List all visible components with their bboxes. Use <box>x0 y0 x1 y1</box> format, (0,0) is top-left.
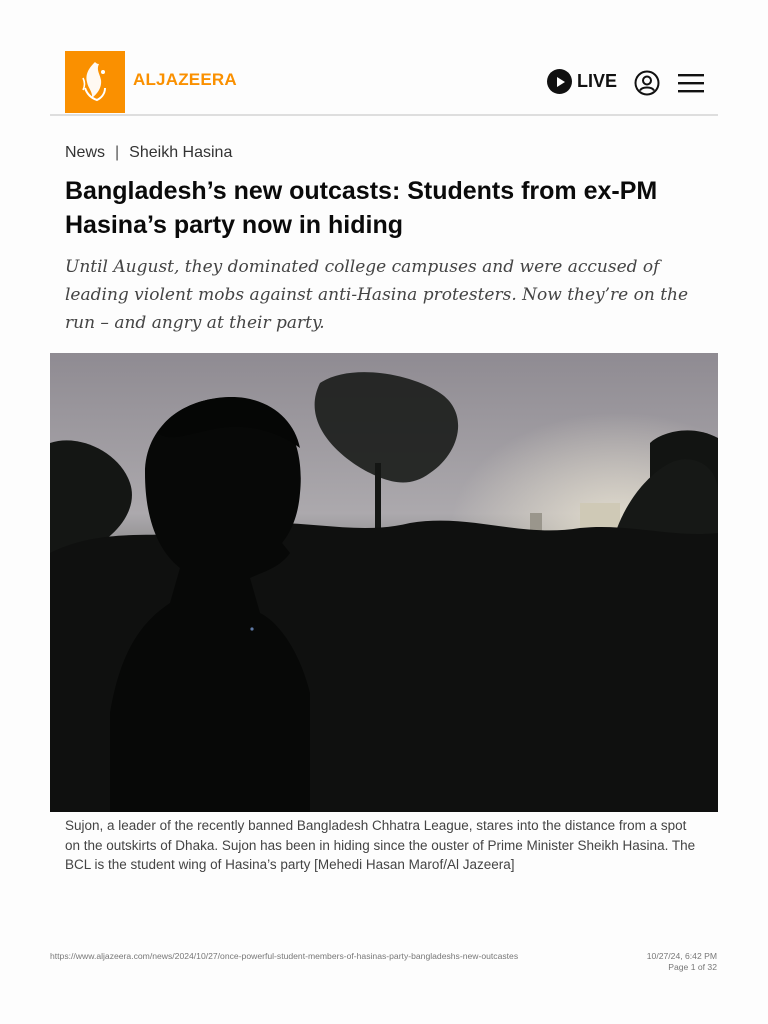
aljazeera-logo-icon[interactable] <box>65 51 125 113</box>
article-hero-image <box>50 353 718 812</box>
breadcrumb-topic-link[interactable]: Sheikh Hasina <box>129 144 233 161</box>
night-silhouette-photo <box>50 353 718 812</box>
footer-page-number: Page 1 of 32 <box>668 962 717 972</box>
site-logo-text[interactable]: ALJAZEERA <box>133 70 237 89</box>
user-account-icon[interactable] <box>634 70 660 96</box>
breadcrumb-separator: | <box>115 144 120 161</box>
live-label: LIVE <box>577 71 618 91</box>
live-button[interactable] <box>547 69 617 94</box>
article-subtitle: Until August, they dominated college campuses and were accused of leading violent mobs against anti-Hasina protesters. Now they’re on the run – and angry at their party. <box>65 257 689 333</box>
footer-url: https://www.aljazeera.com/news/2024/10/27/once-powerful-student-members-of-hasinas-party-bangladeshs-new-outcastes <box>50 951 519 961</box>
site-header <box>50 50 718 116</box>
play-icon <box>547 69 572 94</box>
article-title: Bangladesh’s new outcasts: Students from ex-PM Hasina’s party now in hiding <box>65 177 658 239</box>
footer-meta <box>647 951 717 973</box>
breadcrumb-news-link[interactable]: News <box>65 144 106 161</box>
hamburger-menu-icon[interactable] <box>678 72 704 94</box>
image-caption: Sujon, a leader of the recently banned Bangladesh Chhatra League, stares into the distance from a spot on the outskirts of Dhaka. Sujon has been in hiding since the ouster of Prime Minister Sheikh Hasina. The BCL is the student wing of Hasina’s party [Mehedi Hasan Marof/Al Jazeera] <box>65 818 696 872</box>
footer-datetime: 10/27/24, 6:42 PM <box>646 951 717 961</box>
breadcrumb <box>65 144 232 162</box>
